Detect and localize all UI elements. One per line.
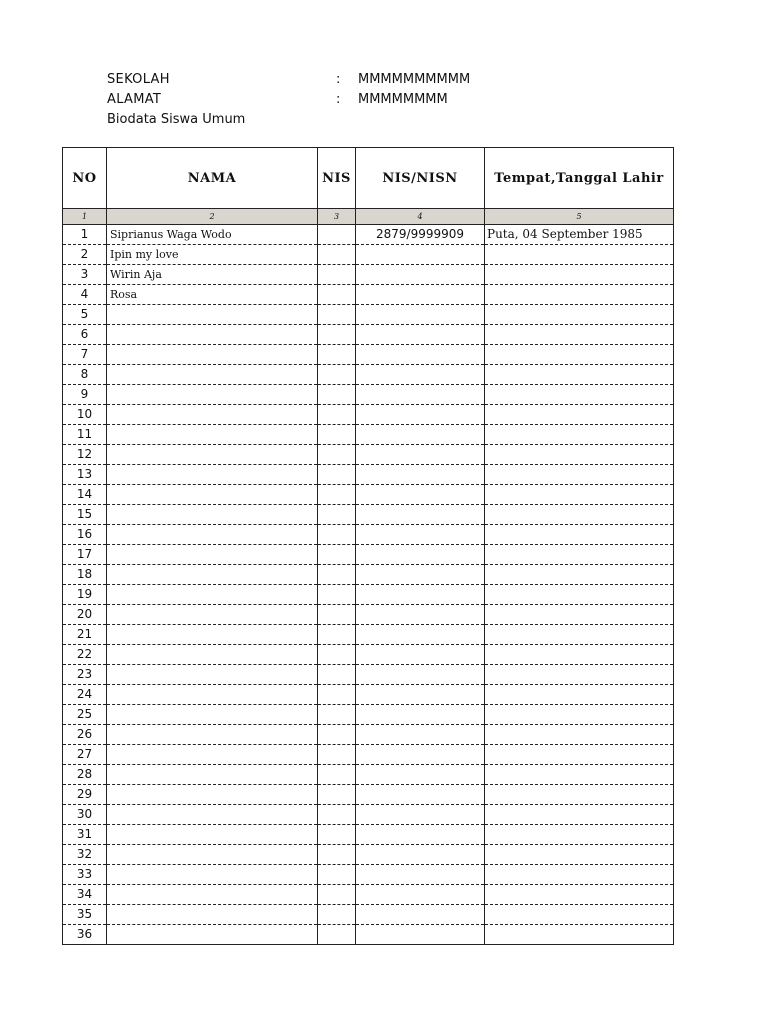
cell-nis — [318, 905, 356, 925]
cell-no: 2 — [63, 245, 107, 265]
cell-nisn — [356, 905, 485, 925]
cell-nisn — [356, 845, 485, 865]
cell-no: 4 — [63, 285, 107, 305]
cell-nis — [318, 425, 356, 445]
table-row — [63, 485, 674, 505]
cell-no: 6 — [63, 325, 107, 345]
cell-nisn — [356, 825, 485, 845]
cell-ttl — [485, 385, 674, 405]
cell-nisn: 2879/9999909 — [356, 225, 485, 245]
cell-nis — [318, 225, 356, 245]
cell-nis — [318, 705, 356, 725]
cell-no: 28 — [63, 765, 107, 785]
cell-no: 3 — [63, 265, 107, 285]
column-number-row — [63, 209, 674, 225]
cell-nisn — [356, 585, 485, 605]
cell-nis — [318, 445, 356, 465]
document-title: Biodata Siswa Umum — [107, 112, 246, 127]
cell-nama: Rosa — [107, 285, 318, 305]
cell-ttl — [485, 525, 674, 545]
cell-nis — [318, 505, 356, 525]
cell-nisn — [356, 265, 485, 285]
cell-nama — [107, 925, 318, 945]
cell-no: 29 — [63, 785, 107, 805]
cell-nama — [107, 745, 318, 765]
cell-no: 20 — [63, 605, 107, 625]
cell-nisn — [356, 405, 485, 425]
table-row — [63, 425, 674, 445]
cell-nama — [107, 645, 318, 665]
cell-nama — [107, 605, 318, 625]
cell-no: 18 — [63, 565, 107, 585]
student-table — [62, 147, 674, 945]
cell-nama — [107, 485, 318, 505]
sekolah-separator: : — [336, 72, 341, 87]
cell-nama — [107, 505, 318, 525]
table-row — [63, 725, 674, 745]
cell-no: 11 — [63, 425, 107, 445]
table-row — [63, 245, 674, 265]
cell-nis — [318, 725, 356, 745]
cell-nama — [107, 905, 318, 925]
table-row — [63, 885, 674, 905]
cell-nis — [318, 645, 356, 665]
cell-nisn — [356, 885, 485, 905]
table-row — [63, 825, 674, 845]
cell-ttl — [485, 445, 674, 465]
cell-ttl — [485, 345, 674, 365]
cell-ttl — [485, 825, 674, 845]
cell-nama — [107, 365, 318, 385]
cell-nama — [107, 705, 318, 725]
cell-nama — [107, 805, 318, 825]
table-row — [63, 365, 674, 385]
cell-nama — [107, 345, 318, 365]
cell-ttl — [485, 645, 674, 665]
cell-nama — [107, 625, 318, 645]
table-row — [63, 345, 674, 365]
table-row — [63, 385, 674, 405]
cell-no: 5 — [63, 305, 107, 325]
cell-nisn — [356, 325, 485, 345]
column-header-nis: NIS — [318, 148, 356, 209]
cell-nama — [107, 765, 318, 785]
cell-ttl — [485, 505, 674, 525]
table-row — [63, 805, 674, 825]
cell-nama — [107, 585, 318, 605]
cell-nisn — [356, 765, 485, 785]
cell-ttl — [485, 365, 674, 385]
table-row — [63, 585, 674, 605]
cell-no: 31 — [63, 825, 107, 845]
cell-nama — [107, 685, 318, 705]
cell-ttl — [485, 765, 674, 785]
cell-nisn — [356, 785, 485, 805]
cell-nis — [318, 565, 356, 585]
cell-ttl — [485, 605, 674, 625]
cell-no: 9 — [63, 385, 107, 405]
cell-no: 8 — [63, 365, 107, 385]
cell-nis — [318, 785, 356, 805]
cell-no: 19 — [63, 585, 107, 605]
cell-nis — [318, 325, 356, 345]
cell-ttl — [485, 805, 674, 825]
cell-ttl — [485, 485, 674, 505]
table-row — [63, 845, 674, 865]
sekolah-value: MMMMMMMMMM — [358, 72, 471, 87]
table-row — [63, 225, 674, 245]
cell-nis — [318, 245, 356, 265]
cell-nisn — [356, 745, 485, 765]
cell-nisn — [356, 805, 485, 825]
column-number: 3 — [318, 209, 356, 225]
table-row — [63, 305, 674, 325]
cell-nisn — [356, 345, 485, 365]
table-row — [63, 405, 674, 425]
cell-nama — [107, 545, 318, 565]
cell-nis — [318, 525, 356, 545]
cell-ttl — [485, 285, 674, 305]
cell-ttl — [485, 725, 674, 745]
cell-ttl — [485, 305, 674, 325]
cell-nisn — [356, 425, 485, 445]
cell-no: 14 — [63, 485, 107, 505]
cell-no: 1 — [63, 225, 107, 245]
cell-nisn — [356, 485, 485, 505]
cell-ttl — [485, 325, 674, 345]
cell-no: 10 — [63, 405, 107, 425]
cell-nama — [107, 525, 318, 545]
table-row — [63, 705, 674, 725]
cell-nama — [107, 305, 318, 325]
cell-nisn — [356, 505, 485, 525]
cell-nama — [107, 465, 318, 485]
cell-nis — [318, 805, 356, 825]
cell-ttl — [485, 785, 674, 805]
cell-ttl — [485, 925, 674, 945]
cell-no: 21 — [63, 625, 107, 645]
cell-nis — [318, 845, 356, 865]
column-number: 5 — [485, 209, 674, 225]
cell-no: 27 — [63, 745, 107, 765]
cell-nis — [318, 745, 356, 765]
table-row — [63, 285, 674, 305]
table-row — [63, 265, 674, 285]
table-row — [63, 765, 674, 785]
cell-nisn — [356, 645, 485, 665]
cell-nis — [318, 265, 356, 285]
column-number: 4 — [356, 209, 485, 225]
column-header-nisn: NIS/NISN — [356, 148, 485, 209]
cell-ttl — [485, 465, 674, 485]
table-row — [63, 545, 674, 565]
table-row — [63, 325, 674, 345]
cell-no: 7 — [63, 345, 107, 365]
table-row — [63, 565, 674, 585]
cell-ttl — [485, 685, 674, 705]
table-row — [63, 785, 674, 805]
cell-nis — [318, 825, 356, 845]
cell-ttl — [485, 665, 674, 685]
cell-no: 26 — [63, 725, 107, 745]
cell-nama — [107, 785, 318, 805]
cell-ttl — [485, 245, 674, 265]
table-row — [63, 605, 674, 625]
cell-nisn — [356, 385, 485, 405]
cell-nisn — [356, 285, 485, 305]
table-row — [63, 685, 674, 705]
cell-nis — [318, 925, 356, 945]
cell-nis — [318, 345, 356, 365]
cell-ttl — [485, 905, 674, 925]
cell-ttl — [485, 265, 674, 285]
cell-nisn — [356, 625, 485, 645]
table-row — [63, 905, 674, 925]
cell-ttl — [485, 405, 674, 425]
cell-nama — [107, 325, 318, 345]
cell-no: 22 — [63, 645, 107, 665]
cell-nisn — [356, 465, 485, 485]
cell-nis — [318, 665, 356, 685]
column-header-no: NO — [63, 148, 107, 209]
cell-nisn — [356, 685, 485, 705]
cell-nis — [318, 305, 356, 325]
cell-nis — [318, 885, 356, 905]
cell-ttl: Puta, 04 September 1985 — [485, 225, 674, 245]
table-row — [63, 525, 674, 545]
table-row — [63, 505, 674, 525]
cell-nis — [318, 865, 356, 885]
cell-no: 12 — [63, 445, 107, 465]
cell-nama — [107, 565, 318, 585]
alamat-separator: : — [336, 92, 341, 107]
cell-nama: Siprianus Waga Wodo — [107, 225, 318, 245]
table-row — [63, 445, 674, 465]
cell-nama — [107, 885, 318, 905]
cell-nama: Wirin Aja — [107, 265, 318, 285]
column-number: 2 — [107, 209, 318, 225]
table-row — [63, 925, 674, 945]
cell-nis — [318, 465, 356, 485]
cell-ttl — [485, 545, 674, 565]
column-number: 1 — [63, 209, 107, 225]
alamat-label: ALAMAT — [107, 92, 162, 107]
cell-nama — [107, 385, 318, 405]
cell-nisn — [356, 865, 485, 885]
cell-no: 35 — [63, 905, 107, 925]
cell-nisn — [356, 925, 485, 945]
cell-ttl — [485, 845, 674, 865]
cell-no: 32 — [63, 845, 107, 865]
sekolah-label: SEKOLAH — [107, 72, 170, 87]
column-header-ttl: Tempat,Tanggal Lahir — [485, 148, 674, 209]
cell-nama — [107, 865, 318, 885]
table-row — [63, 465, 674, 485]
cell-nama — [107, 825, 318, 845]
cell-nama: Ipin my love — [107, 245, 318, 265]
cell-nisn — [356, 445, 485, 465]
cell-nama — [107, 405, 318, 425]
cell-nis — [318, 545, 356, 565]
cell-nis — [318, 685, 356, 705]
cell-nis — [318, 625, 356, 645]
table-body — [63, 225, 674, 945]
table-row — [63, 645, 674, 665]
cell-nama — [107, 725, 318, 745]
table-row — [63, 865, 674, 885]
cell-no: 16 — [63, 525, 107, 545]
table-row — [63, 745, 674, 765]
cell-ttl — [485, 625, 674, 645]
cell-no: 13 — [63, 465, 107, 485]
column-header-nama: NAMA — [107, 148, 318, 209]
cell-nisn — [356, 605, 485, 625]
cell-no: 34 — [63, 885, 107, 905]
cell-nisn — [356, 725, 485, 745]
cell-nis — [318, 485, 356, 505]
cell-ttl — [485, 565, 674, 585]
cell-nis — [318, 605, 356, 625]
cell-ttl — [485, 885, 674, 905]
cell-no: 24 — [63, 685, 107, 705]
cell-nama — [107, 425, 318, 445]
cell-nama — [107, 665, 318, 685]
cell-nis — [318, 385, 356, 405]
cell-nis — [318, 365, 356, 385]
cell-nama — [107, 845, 318, 865]
table-header-row — [63, 148, 674, 209]
table-row — [63, 625, 674, 645]
cell-ttl — [485, 705, 674, 725]
cell-no: 33 — [63, 865, 107, 885]
cell-no: 36 — [63, 925, 107, 945]
cell-nisn — [356, 305, 485, 325]
table-row — [63, 665, 674, 685]
cell-nama — [107, 445, 318, 465]
cell-no: 25 — [63, 705, 107, 725]
cell-nisn — [356, 525, 485, 545]
alamat-value: MMMMMMMM — [358, 92, 448, 107]
cell-nisn — [356, 245, 485, 265]
cell-nisn — [356, 565, 485, 585]
cell-ttl — [485, 585, 674, 605]
cell-nisn — [356, 545, 485, 565]
cell-no: 15 — [63, 505, 107, 525]
cell-nis — [318, 285, 356, 305]
cell-ttl — [485, 865, 674, 885]
cell-nis — [318, 765, 356, 785]
cell-nisn — [356, 665, 485, 685]
cell-no: 23 — [63, 665, 107, 685]
cell-ttl — [485, 745, 674, 765]
cell-no: 17 — [63, 545, 107, 565]
cell-nisn — [356, 705, 485, 725]
cell-nis — [318, 405, 356, 425]
cell-nis — [318, 585, 356, 605]
cell-ttl — [485, 425, 674, 445]
cell-nisn — [356, 365, 485, 385]
cell-no: 30 — [63, 805, 107, 825]
